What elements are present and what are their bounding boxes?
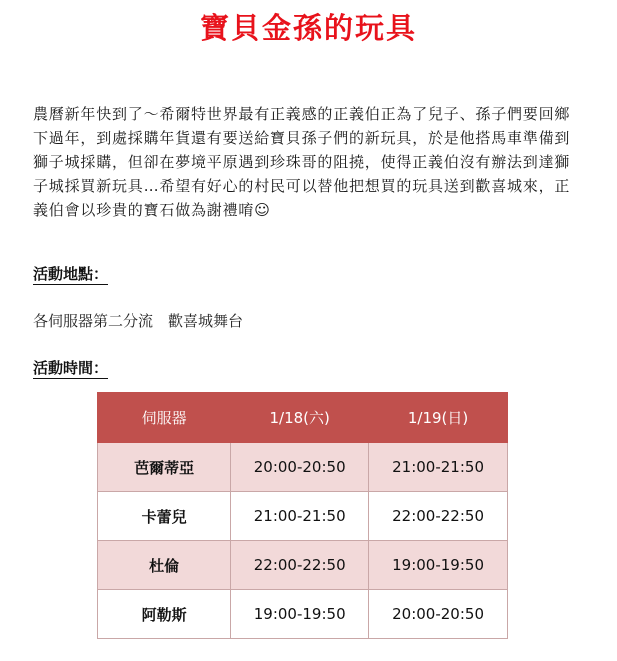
time-cell: 20:00-20:50	[369, 590, 508, 639]
header-day1: 1/18(六)	[231, 393, 369, 443]
server-cell: 芭爾蒂亞	[98, 443, 231, 492]
intro-paragraph: 農曆新年快到了～希爾特世界最有正義感的正義伯正為了兒子、孫子們要回鄉下過年，到處採購年貨還有要送給寶貝孫子們的新玩具，於是他搭馬車準備到獅子城採購，但卻在夢境平原遇到珍珠哥的阻撓，使得正義伯沒有辦法到達獅子城採買新玩具…希望有好心的村民可以替他把想買的玩具送到歡喜城來，正義伯會以珍貴的寶石做為謝禮唷☺	[33, 105, 571, 219]
table-row	[98, 443, 508, 492]
server-cell: 卡蕾兒	[98, 492, 231, 541]
time-heading: 活動時間：	[33, 359, 109, 377]
schedule-table	[97, 392, 508, 639]
table-row	[98, 590, 508, 639]
table-header-row	[98, 393, 508, 443]
time-cell: 22:00-22:50	[231, 541, 369, 590]
server-cell: 杜倫	[98, 541, 231, 590]
time-cell: 22:00-22:50	[369, 492, 508, 541]
time-cell: 21:00-21:50	[231, 492, 369, 541]
header-day2: 1/19(日)	[369, 393, 508, 443]
time-cell: 19:00-19:50	[231, 590, 369, 639]
table-row	[98, 541, 508, 590]
page-title: 寶貝金孫的玩具	[199, 11, 417, 45]
location-text: 各伺服器第二分流 歡喜城舞台	[33, 312, 244, 330]
time-cell: 19:00-19:50	[369, 541, 508, 590]
time-cell: 21:00-21:50	[369, 443, 508, 492]
location-heading: 活動地點：	[33, 265, 109, 283]
table-row	[98, 492, 508, 541]
header-server: 伺服器	[98, 393, 231, 443]
server-cell: 阿勒斯	[98, 590, 231, 639]
time-cell: 20:00-20:50	[231, 443, 369, 492]
